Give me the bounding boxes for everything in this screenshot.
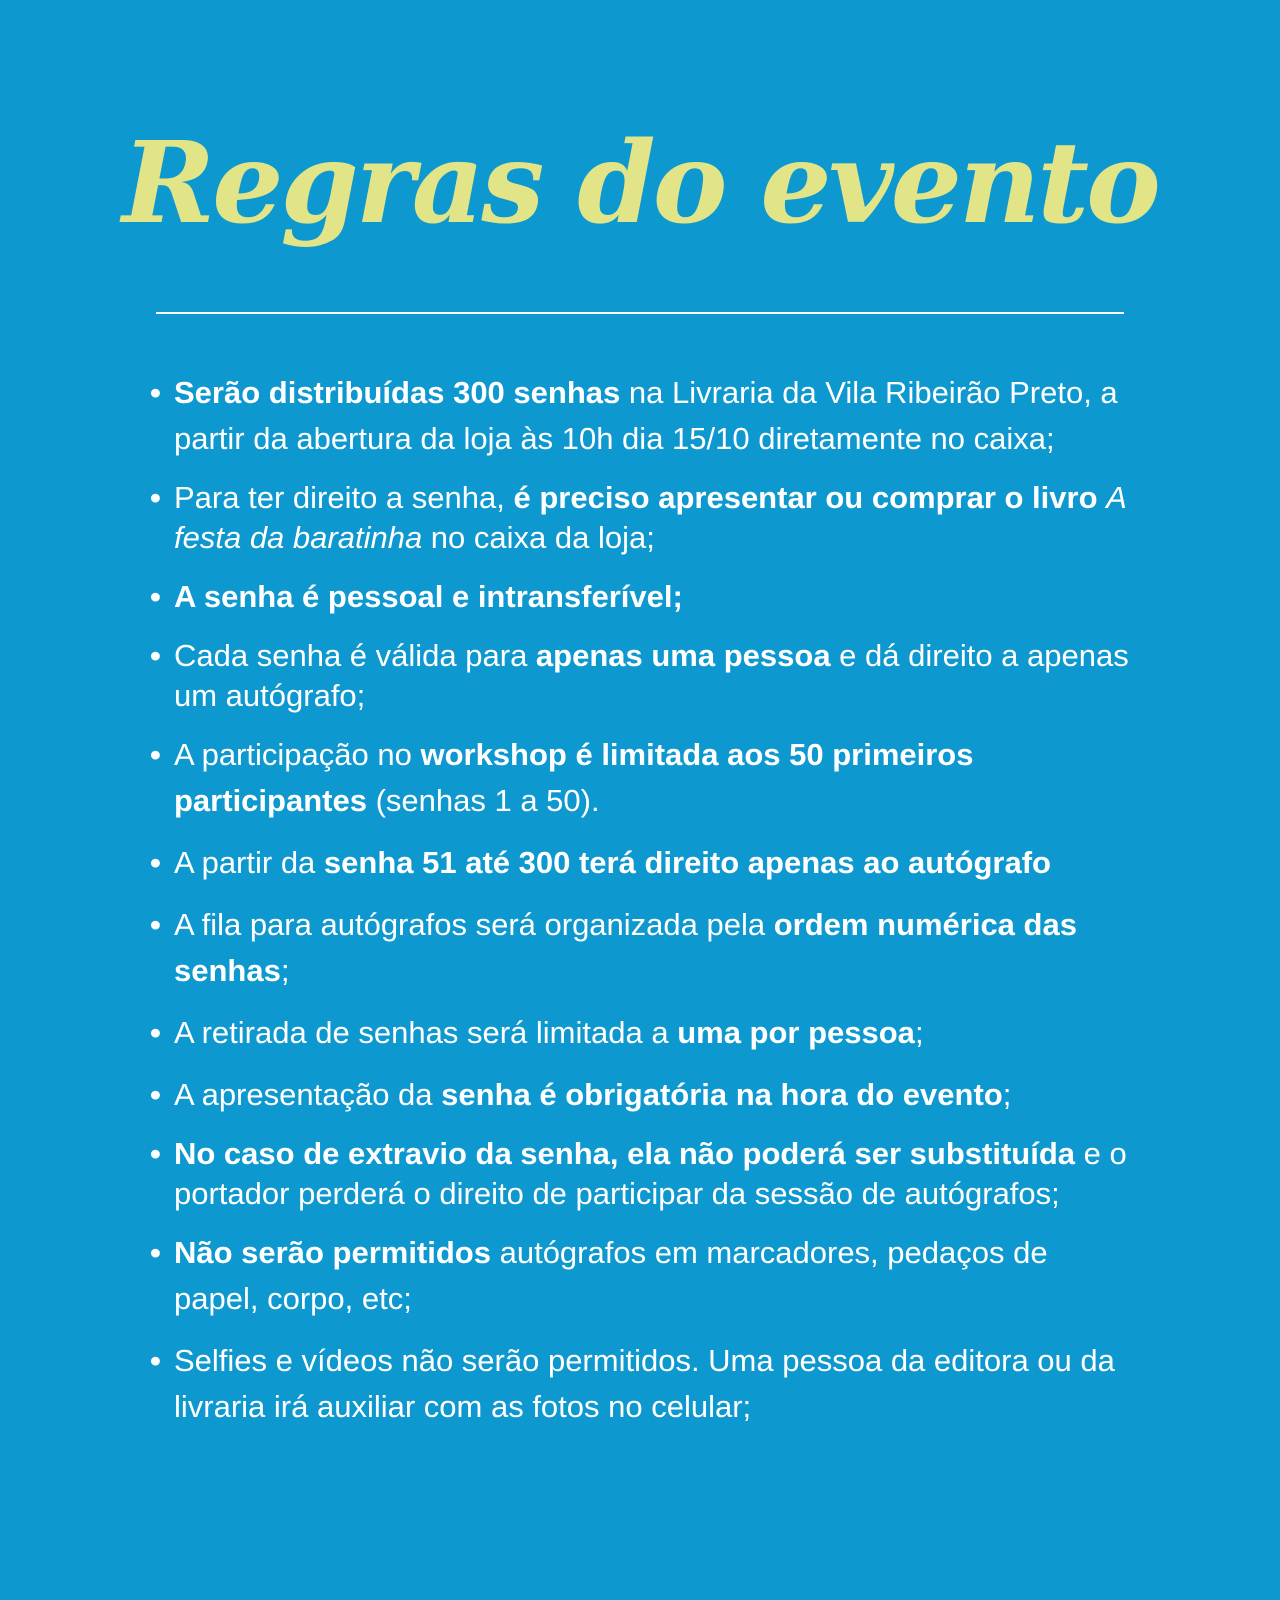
rule-text-segment: A retirada de senhas será limitada a <box>174 1015 678 1050</box>
rule-text-segment: A participação no <box>174 737 421 772</box>
rule-item <box>150 1230 1140 1322</box>
rule-text-segment: ordem numérica das senhas <box>174 907 1077 988</box>
bullet-icon: • <box>150 480 161 515</box>
rule-text-segment: Selfies e vídeos não serão permitidos. Uma pessoa da editora ou da livraria irá auxiliar com as fotos no celular; <box>174 1343 1115 1424</box>
rule-text-segment: ; <box>914 1015 924 1050</box>
rule-text-segment: uma por pessoa <box>677 1015 915 1050</box>
rule-item <box>150 732 1140 824</box>
bullet-icon: • <box>150 1235 161 1270</box>
rule-item <box>150 1010 1140 1056</box>
rule-text-segment: A fila para autógrafos será organizada pela <box>174 907 774 942</box>
bullet-icon: • <box>150 375 161 410</box>
bullet-icon: • <box>150 907 161 942</box>
rule-text-segment: A senha é pessoal e intransferível; <box>174 579 683 614</box>
bullet-icon: • <box>150 1015 161 1050</box>
rule-text-segment: autógrafos em marcadores, pedaços de papel, corpo, etc; <box>174 1235 1048 1316</box>
rule-text-segment: é preciso apresentar ou comprar o livro <box>513 480 1098 515</box>
rule-text-segment: Não serão permitidos <box>174 1235 491 1270</box>
bullet-icon: • <box>150 579 161 614</box>
bullet-icon: • <box>150 845 161 880</box>
rule-text-segment <box>1098 480 1107 515</box>
rule-text-segment: senha é obrigatória na hora do evento <box>441 1077 1003 1112</box>
rule-item <box>150 902 1140 994</box>
rule-text-segment: (senhas 1 a 50). <box>366 783 600 818</box>
bullet-icon: • <box>150 1077 161 1112</box>
rule-text-segment: Cada senha é válida para <box>174 638 536 673</box>
rule-text-segment: e o portador perderá o direito de participar da sessão de autógrafos; <box>174 1136 1127 1211</box>
rule-text-segment: Para ter direito a senha, <box>174 480 514 515</box>
rules-list <box>150 370 1140 1446</box>
page-title: Regras do evento <box>122 118 1158 249</box>
rule-item <box>150 478 1140 558</box>
rule-text-segment: workshop é limitada aos 50 primeiros participantes <box>174 737 974 818</box>
rule-text-segment: ; <box>280 953 290 988</box>
bullet-icon: • <box>150 1136 161 1171</box>
rule-item <box>150 574 1140 620</box>
rule-text-segment: Serão distribuídas 300 senhas <box>174 375 621 410</box>
rule-item <box>150 1072 1140 1118</box>
rule-text-segment: ; <box>1002 1077 1012 1112</box>
bullet-icon: • <box>150 1343 161 1378</box>
rule-item <box>150 370 1140 462</box>
rule-text-segment: no caixa da loja; <box>422 520 655 555</box>
rule-text-segment: A festa da baratinha <box>174 480 1126 555</box>
rule-text-segment: A partir da <box>174 845 324 880</box>
rule-text-segment: senha 51 até 300 terá direito apenas ao autógrafo <box>323 845 1051 880</box>
title-divider <box>156 312 1124 314</box>
rule-item <box>150 840 1140 886</box>
rule-text-segment: na Livraria da Vila Ribeirão Preto, a partir da abertura da loja às 10h dia 15/10 diretamente no caixa; <box>174 375 1118 456</box>
rule-text-segment: No caso de extravio da senha, ela não poderá ser substituída <box>174 1136 1076 1171</box>
rule-item <box>150 1338 1140 1430</box>
rule-text-segment: e dá direito a apenas um autógrafo; <box>174 638 1129 713</box>
bullet-icon: • <box>150 638 161 673</box>
rule-item <box>150 1134 1140 1214</box>
rule-item <box>150 636 1140 716</box>
rule-text-segment: A apresentação da <box>174 1077 442 1112</box>
rule-text-segment: apenas uma pessoa <box>535 638 831 673</box>
bullet-icon: • <box>150 737 161 772</box>
